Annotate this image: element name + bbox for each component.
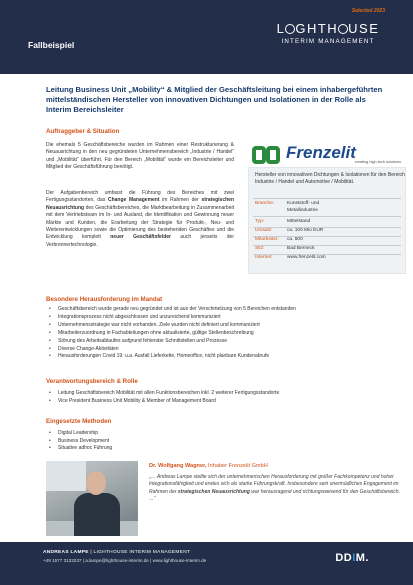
- divider: [253, 216, 401, 217]
- case-title: Leitung Business Unit „Mobility“ & Mitglied der Geschäftsleitung bei einem inhabergeführten mittelständischen Hersteller von innovativen Dichtungen und Isolationen in der Rolle als Interim Bereichsleiter: [46, 85, 383, 114]
- lighthouse-logo: [257, 8, 399, 64]
- list-item: • Geschäftsbereich wurde gerade neu gegründet und ist aus der Verschmelzung von 5 Bereichen entstanden: [46, 306, 406, 314]
- list-item: • Situative adhoc Führung: [46, 445, 166, 453]
- portrait-photo: [46, 461, 138, 536]
- logo-subtitle: INTERIM MANAGEMENT: [281, 38, 375, 45]
- frenzelit-logo: [250, 142, 400, 168]
- section-heading-herausforderung: Besondere Herausforderung im Mandat: [46, 296, 163, 303]
- client-description: Hersteller von innovativen Dichtungen & Isolationen für den Bereich Industrie / Handel und Automotive / Mobilität.: [255, 172, 405, 185]
- divider: [253, 198, 401, 199]
- intro-paragraph-1: Die ehemals 5 Geschäftsbereiche wurden im Rahmen einer Restrukturierung & Neuausrichtung in den neu gegründeten Unternehmensbereich „Industrie / Handel“ und „Mobilität“ überführt. Für den Bereich „Mobilität“ wurde ein Bereichsleiter und Mitglied der Geschäftsführung benötigt.: [46, 142, 234, 171]
- client-fact-box: Hersteller von innovativen Dichtungen & Isolationen für den Bereich Industrie / Handel und Automotive / Mobilität. Branche: Kunststoff- und Metallindustrie Typ: Mittelstand Umsatz: ca. 100 Mio EUR Mitarbeiter: ca. 500 Sitz: Bad Berneck Internet: www.frenzelit.com: [248, 167, 406, 274]
- footer-contact: +49 1577 3133237 | a.lampe@lighthouse-interim.de | www.lighthouse-interim.de: [43, 558, 207, 563]
- list-item: • Digital Leadership: [46, 430, 166, 438]
- divider: [253, 245, 401, 246]
- ddim-logo: DDIM.: [335, 552, 369, 564]
- logo-name: L GHTH USE: [276, 21, 380, 36]
- divider: [253, 254, 401, 255]
- logo-lighthouse-icon: [285, 24, 295, 34]
- section-heading-auftraggeber: Auftraggeber & Situation: [46, 128, 120, 135]
- document-type-label: Fallbeispiel: [28, 40, 75, 50]
- list-item: • Herausforderungen Covid 19: u.a. Ausfall Lieferkette, Homeoffice, nicht planbare Kundenabrufe: [46, 353, 406, 361]
- list-item: • Mitarbeiterzuordnung in Fachabteilungen ohne aktualisierte, gültige Stellenbeschreibung: [46, 330, 406, 338]
- list-item: • Störung des Arbeitsablaufes aufgrund fehlender Schnittstellen und Prozesse: [46, 338, 406, 346]
- divider: [253, 236, 401, 237]
- section-heading-verantwortung: Verantwortungsbereich & Rolle: [46, 378, 138, 385]
- list-item: • Leitung Geschäftsbereich Mobilität mit allen Funktionsbereichen inkl. 2 weiterer Fertigungsstandorte: [46, 390, 406, 398]
- list-item: • Integrationsprozess nicht abgeschlossen und unzureichend kommuniziert: [46, 314, 406, 322]
- divider: [253, 227, 401, 228]
- intro-paragraph-2: Der Aufgabenbereich umfasst die Führung des Bereiches mit zwei Fertigungsstandorten, das Change Management im Rahmen der strategischen Neuausrichtung des Geschäftsbereiches, die Marktbearbeitung in Zusammenarbeit mit dem Vertriebsteam im In- und Ausland, die Identifikation und Gewinnung neuer Märkte und Kunden, die Erarbeitung der Strategie für Produkt-, Neu- und Weiterentwicklungen sowie die Optimierung des bestehenden Geschäftes und die Entwicklung komplett neuer Geschäftsfelder auch jenseits der Verbrennertechnologie.: [46, 190, 234, 248]
- responsibilities-list: [46, 390, 406, 406]
- list-item: • Business Development: [46, 438, 166, 446]
- list-item: • Diverse Change-Aktivitäten: [46, 346, 406, 354]
- frenzelit-claim: creating high-tech solutions: [354, 160, 401, 164]
- header-bar: [0, 0, 413, 74]
- logo-tagline: Selected 2023: [351, 8, 385, 14]
- frenzelit-name: Frenzelit: [286, 143, 356, 162]
- methods-list: [46, 430, 166, 453]
- section-heading-methoden: Eingesetzte Methoden: [46, 418, 112, 425]
- logo-o-icon: [338, 24, 348, 34]
- footer-name: ANDREAS LAMPE | LIGHTHOUSE INTERIM MANAGEMENT: [43, 550, 191, 555]
- footer-bar: [0, 542, 413, 585]
- testimonial-quote: „… Andreas Lampe stellte sich der unternehmerischen Herausforderung mit großer Fachkompetenz und hoher Integrationsfähigkeit und erwies sich als starke Führungskraft. Insbesondere sein unermüdliches Engagement im Rahmen der strategischen Neuausrichtung war herausragend und richtungsweisend für den Geschäftsbereich. …“: [149, 474, 400, 503]
- frenzelit-mark-icon: [252, 146, 282, 164]
- list-item: • Vice President Business Unit Mobility & Member of Management Board: [46, 398, 406, 406]
- quote-author: Dr. Wolfgang Wagner, Inhaber Frenzelit GmbH: [149, 463, 268, 469]
- challenges-list: [46, 306, 406, 361]
- list-item: • Unternehmensstrategie war nicht vorhanden, Ziele wurden nicht definiert und kommuniziert: [46, 322, 406, 330]
